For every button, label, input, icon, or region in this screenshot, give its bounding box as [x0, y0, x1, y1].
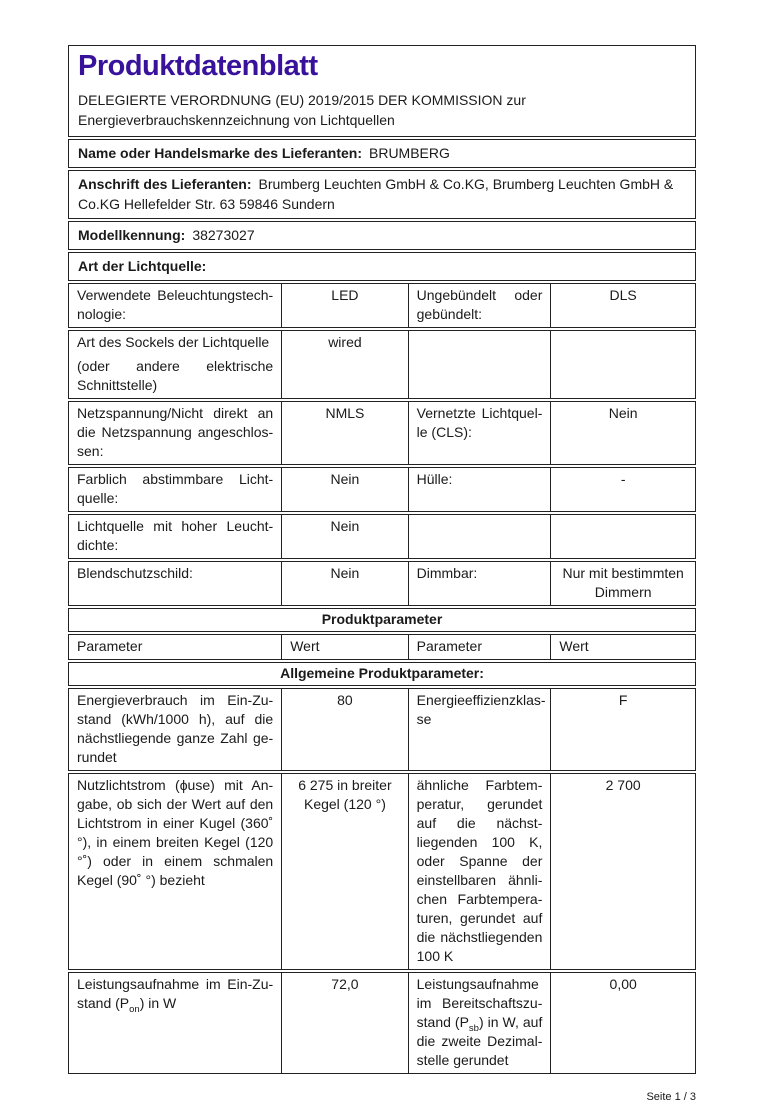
model-id-value: 38273027 — [192, 227, 255, 243]
value-cell: Nur mit bestimmten Dimmern — [550, 562, 695, 605]
supplier-address-label: Anschrift des Lieferanten: — [78, 176, 252, 192]
param-cell: ähnliche Farbtemperatur, gerundet auf die nächstliegenden 100 K, oder Spanne der einstellbaren ähnlichen Farbtemperaturen, gerundet auf die nächstliegenden 100 K — [408, 774, 551, 969]
page-number: Seite 1 / 3 — [646, 1091, 696, 1103]
value-cell: wired — [281, 331, 407, 398]
param-text-fragment: Leistungsaufnahme im Ein-Zustand (P — [77, 976, 274, 1011]
row-model-id — [68, 221, 696, 250]
value-cell: 72,0 — [281, 973, 407, 1073]
table-row-nutzlichtstrom — [68, 773, 696, 970]
value-cell: DLS — [550, 284, 695, 327]
value-cell — [550, 331, 695, 398]
param-cell: Verwendete Beleuchtungstechnologie: — [77, 287, 274, 322]
table-row-blendschutzschild — [68, 561, 696, 606]
param-text-fragment: Leistungsaufnahme im Bereitschaftszustand (P — [416, 976, 543, 1030]
value-cell: 2 700 — [550, 774, 695, 969]
value-cell: F — [550, 689, 695, 770]
title-block — [68, 45, 696, 137]
param-cell: Farblich abstimmbare Lichtquelle: — [77, 471, 274, 506]
param-text-fragment: ) in W — [139, 995, 177, 1011]
value-cell: 80 — [281, 689, 407, 770]
row-supplier-name — [68, 139, 696, 168]
table-row-leuchtdichte — [68, 514, 696, 559]
table-row-farblich-abstimmbar — [68, 467, 696, 512]
model-id-label: Modellkennung: — [78, 227, 186, 243]
param-cell: Energieverbrauch im Ein-Zustand (kWh/1000 h), auf die nächstliegende ganze Zahl gerundet — [77, 692, 274, 765]
param-cell: Ungebündelt oder gebündelt: — [408, 284, 551, 327]
value-cell: - — [550, 468, 695, 511]
param-cell: Hülle: — [408, 468, 551, 511]
param-cell: Energieeffizienzklasse — [408, 689, 551, 770]
table-row-energieverbrauch — [68, 688, 696, 771]
column-header-parameter: Parameter — [408, 635, 551, 659]
page-title: Produktdatenblatt — [78, 50, 318, 82]
table-row-netzspannung — [68, 401, 696, 465]
value-cell: 6 275 in breiter Kegel (120 °) — [281, 774, 407, 969]
param-cell: Dimmbar: — [408, 562, 551, 605]
supplier-address-value: Brumberg Leuchten GmbH & Co.KG, Brumberg Leuchten GmbH & Co.KG Hellefelder Str. 63 59846 Sundern — [78, 176, 674, 212]
param-cell — [408, 515, 551, 558]
subscript-on: on — [129, 1003, 140, 1015]
param-text-line: Art des Sockels der Lichtquelle — [77, 334, 270, 350]
value-cell — [550, 515, 695, 558]
param-cell: Vernetzte Lichtquelle (CLS): — [408, 402, 551, 464]
table-header-row — [68, 634, 696, 660]
param-text-line: (oder andere elektrische Schnittstelle) — [77, 358, 274, 393]
param-cell: Netzspannung/Nicht direkt an die Netzspannung angeschlossen: — [77, 405, 274, 459]
table-row-sockel — [68, 330, 696, 399]
row-supplier-address — [68, 170, 696, 219]
supplier-name-label: Name oder Handelsmarke des Lieferanten: — [78, 145, 362, 161]
table-row-beleuchtungstechnologie — [68, 283, 696, 328]
param-cell — [408, 331, 551, 398]
regulation-subtitle-line1: DELEGIERTE VERORDNUNG (EU) 2019/2015 DER KOMMISSION zur — [78, 92, 526, 108]
param-cell: Nutzlichtstrom (ϕuse) mit Angabe, ob sich der Wert auf den Lichtstrom in einer Kugel (360˚ °), in einem breiten Kegel (120 °˚) oder in einem schmalen Kegel (90˚ °) bezieht — [77, 777, 274, 888]
value-cell: Nein — [281, 515, 407, 558]
value-cell: Nein — [281, 562, 407, 605]
section-heading-produktparameter: Produktparameter — [68, 608, 696, 632]
param-cell — [69, 973, 281, 1073]
param-cell: Lichtquelle mit hoher Leuchtdichte: — [77, 518, 274, 553]
section-heading-allgemeine-produktparameter: Allgemeine Produktparameter: — [68, 662, 696, 686]
param-cell — [408, 973, 551, 1073]
column-header-wert: Wert — [550, 635, 695, 659]
value-cell: Nein — [281, 468, 407, 511]
section-heading-lichtquelle: Art der Lichtquelle: — [68, 252, 696, 281]
value-cell: 0,00 — [550, 973, 695, 1073]
regulation-subtitle-line2: Energieverbrauchskennzeichnung von Lichtquellen — [78, 112, 395, 128]
table-row-leistungsaufnahme — [68, 972, 696, 1074]
value-cell: LED — [281, 284, 407, 327]
supplier-name-value: BRUMBERG — [369, 145, 450, 161]
column-header-wert: Wert — [281, 635, 407, 659]
param-cell — [69, 331, 281, 398]
param-text-fragment: ) in W, auf die zweite Dezimalstelle gerundet — [416, 1014, 543, 1068]
subscript-sb: sb — [468, 1022, 479, 1034]
value-cell: Nein — [550, 402, 695, 464]
param-cell: Blendschutzschild: — [77, 565, 193, 581]
value-cell: NMLS — [281, 402, 407, 464]
column-header-parameter: Parameter — [77, 638, 143, 654]
